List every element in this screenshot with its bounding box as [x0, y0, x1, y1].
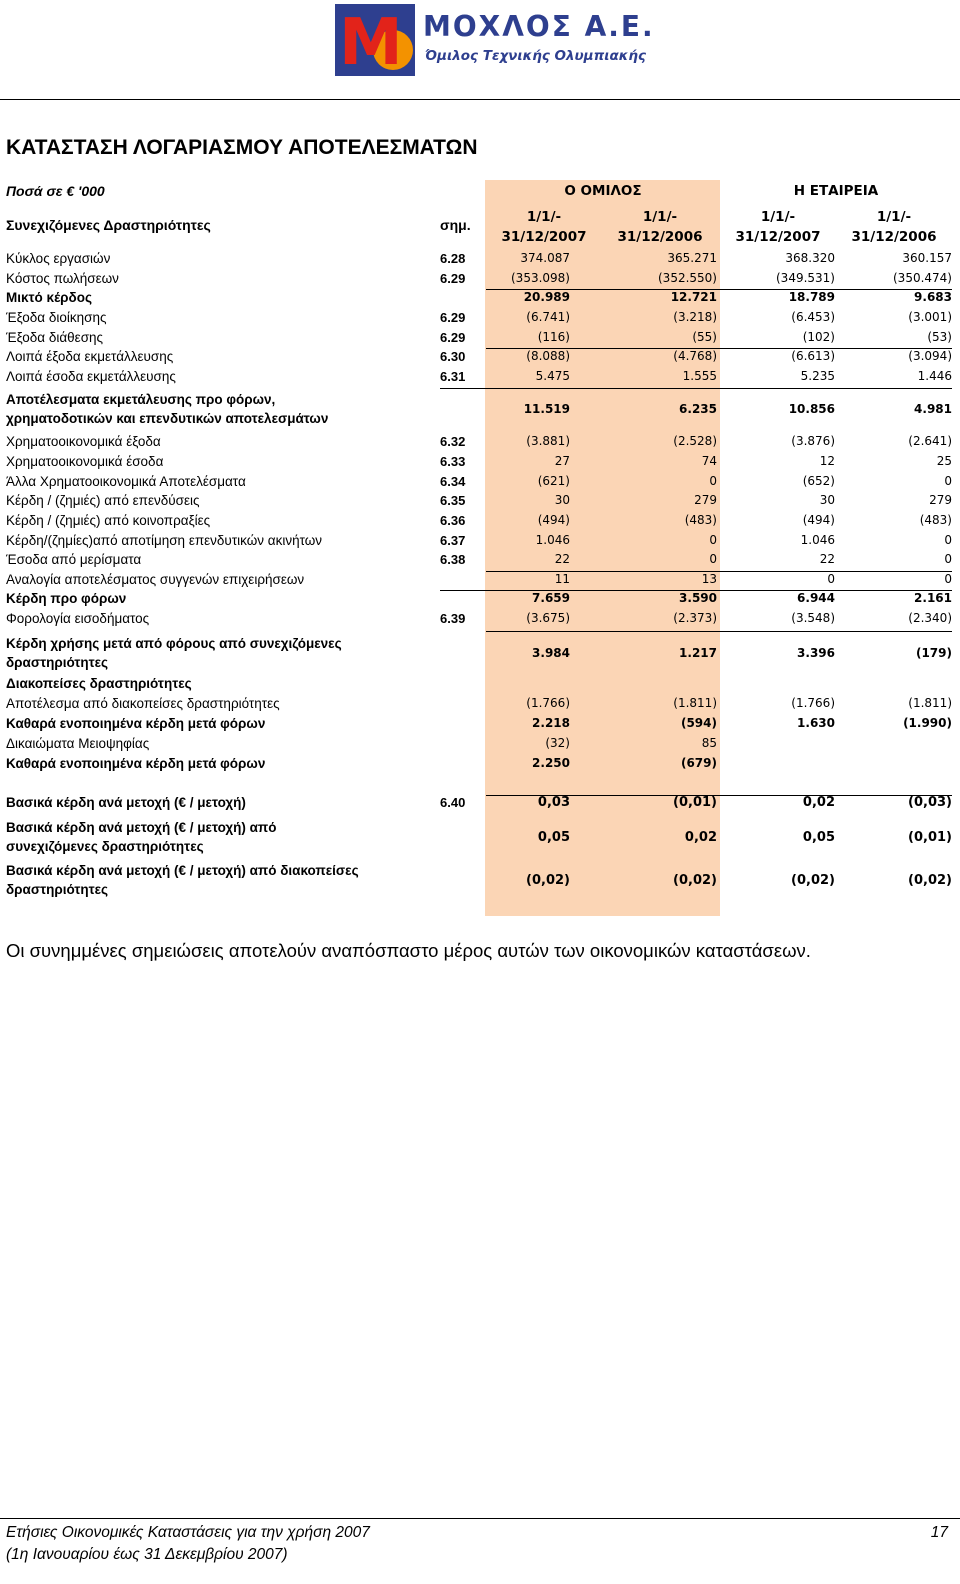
- value-cell: 0: [709, 533, 717, 547]
- value-cell: 85: [701, 736, 717, 750]
- subtotal-rule: [486, 795, 720, 796]
- value-cell: 11: [554, 572, 570, 586]
- header-rule: [0, 99, 960, 100]
- subtotal-rule: [486, 388, 720, 389]
- value-cell: 5.235: [800, 369, 835, 383]
- row-label: Αποτέλεσματα εκμετάλευσης προ φόρων,: [6, 392, 276, 407]
- value-cell: (494): [802, 513, 835, 527]
- row-label: Βασικά κέρδη ανά μετοχή (€ / μετοχή) από διακοπείσες: [6, 863, 359, 878]
- subtotal-rule: [720, 631, 952, 632]
- value-cell: 12.721: [670, 290, 717, 304]
- value-cell: (594): [680, 716, 717, 730]
- row-label-cont: χρηματοδοτικών και επενδυτικών αποτελεσμάτων: [6, 411, 329, 426]
- period-header-line2: 31/12/2006: [851, 229, 937, 245]
- row-note: 6.37: [440, 533, 466, 548]
- company-subtitle: Όμιλος Τεχνικής Ολυμπιακής: [425, 48, 647, 64]
- value-cell: 0,02: [802, 795, 835, 810]
- value-cell: (494): [537, 513, 570, 527]
- value-cell: (349.531): [776, 271, 835, 285]
- value-cell: 30: [554, 493, 570, 507]
- value-cell: (1.766): [526, 696, 570, 710]
- period-header-line1: 1/1/-: [760, 209, 796, 225]
- value-cell: (0,02): [791, 873, 835, 888]
- value-cell: 1.217: [679, 646, 717, 660]
- value-cell: (0,02): [673, 873, 717, 888]
- row-label: Μικτό κέρδος: [6, 290, 92, 305]
- row-note: 6.32: [440, 434, 466, 449]
- footer-rule: [0, 1518, 960, 1519]
- row-label: Κέρδη/(ζημίες)από αποτίμηση επενδυτικών ακινήτων: [6, 533, 323, 548]
- value-cell: (32): [545, 736, 570, 750]
- value-cell: (3.001): [908, 310, 952, 324]
- footer-line-1: Ετήσιες Οικονομικές Καταστάσεις για την χρήση 2007: [6, 1524, 370, 1541]
- group-header: Ο ΟΜΙΛΟΣ: [564, 183, 642, 199]
- value-cell: (55): [692, 330, 717, 344]
- value-cell: (652): [802, 474, 835, 488]
- row-label: Καθαρά ενοποιημένα κέρδη μετά φόρων: [6, 716, 266, 731]
- row-label: Έξοδα διάθεσης: [6, 330, 104, 345]
- row-note: 6.29: [440, 271, 466, 286]
- page-title: ΚΑΤΑΣΤΑΣΗ ΛΟΓΑΡΙΑΣΜΟΥ ΑΠΟΤΕΛΕΣΜΑΤΩΝ: [6, 136, 478, 159]
- value-cell: (3.548): [791, 611, 835, 625]
- value-cell: 2.161: [914, 591, 952, 605]
- value-cell: (116): [537, 330, 570, 344]
- row-note: 6.31: [440, 369, 466, 384]
- row-label: Άλλα Χρηματοοικονομικά Αποτελέσματα: [6, 474, 246, 489]
- row-label-cont: συνεχιζόμενες δραστηριότητες: [6, 839, 204, 854]
- period-header-line1: 1/1/-: [526, 209, 562, 225]
- row-label: Αποτέλεσμα από διακοπείσες δραστηριότητες: [6, 696, 280, 711]
- row-label-cont: δραστηριότητες: [6, 882, 109, 897]
- value-cell: (3.881): [526, 434, 570, 448]
- subtotal-rule: [720, 348, 952, 349]
- logo-letter: M: [339, 6, 403, 76]
- row-label: Λοιπά έξοδα εκμετάλλευσης: [6, 349, 174, 364]
- company-header: Η ΕΤΑΙΡΕΙΑ: [793, 183, 879, 199]
- value-cell: 0: [709, 552, 717, 566]
- value-cell: 74: [701, 454, 717, 468]
- footnote: Οι συνημμένες σημειώσεις αποτελούν αναπόσπαστο μέρος αυτών των οικονομικών καταστάσεων.: [6, 940, 811, 961]
- value-cell: 25: [936, 454, 952, 468]
- value-cell: 27: [554, 454, 570, 468]
- value-cell: (4.768): [673, 349, 717, 363]
- value-cell: 10.856: [788, 402, 835, 416]
- income-statement-table: [0, 180, 960, 916]
- logo-mark-icon: [335, 4, 415, 76]
- subtotal-rule: [486, 590, 720, 591]
- value-cell: 13: [701, 572, 717, 586]
- value-cell: (2.528): [673, 434, 717, 448]
- value-cell: 1.630: [797, 716, 835, 730]
- value-cell: (483): [919, 513, 952, 527]
- row-note: 6.36: [440, 513, 466, 528]
- value-cell: (6.613): [791, 349, 835, 363]
- value-cell: 1.446: [917, 369, 952, 383]
- row-label: Καθαρά ενοποιημένα κέρδη μετά φόρων: [6, 756, 266, 771]
- period-header-line2: 31/12/2007: [735, 229, 821, 245]
- value-cell: 0: [944, 552, 952, 566]
- company-name: ΜΟΧΛΟΣ Α.Ε.: [423, 10, 655, 43]
- value-cell: 365.271: [667, 251, 717, 265]
- value-cell: (53): [927, 330, 952, 344]
- value-cell: (1.766): [791, 696, 835, 710]
- row-label: Λοιπά έσοδα εκμετάλλευσης: [6, 369, 176, 384]
- row-note: 6.40: [440, 795, 466, 810]
- value-cell: (1.990): [903, 716, 952, 730]
- row-note: 6.29: [440, 330, 466, 345]
- note-header: σημ.: [440, 217, 471, 233]
- value-cell: (0,02): [908, 873, 952, 888]
- value-cell: 0: [709, 474, 717, 488]
- value-cell: (6.741): [526, 310, 570, 324]
- value-cell: 7.659: [532, 591, 570, 605]
- row-label: Αναλογία αποτελέσματος συγγενών επιχειρήσεων: [6, 572, 305, 587]
- page-number: 17: [930, 1524, 948, 1541]
- period-header-line2: 31/12/2006: [617, 229, 703, 245]
- value-cell: 3.590: [679, 591, 717, 605]
- value-cell: 368.320: [785, 251, 835, 265]
- value-cell: (2.340): [908, 611, 952, 625]
- value-cell: (0,01): [908, 830, 952, 845]
- currency-label: Ποσά σε € '000: [6, 183, 105, 199]
- value-cell: (350.474): [893, 271, 952, 285]
- row-label: Φορολογία εισοδήματος: [6, 611, 150, 626]
- value-cell: 2.218: [532, 716, 570, 730]
- value-cell: (621): [537, 474, 570, 488]
- row-note: 6.38: [440, 552, 466, 567]
- row-label-cont: δραστηριότητες: [6, 655, 109, 670]
- value-cell: 22: [554, 552, 570, 566]
- subtotal-rule: [720, 795, 952, 796]
- subtotal-rule: [720, 590, 952, 591]
- value-cell: 279: [694, 493, 717, 507]
- value-cell: 11.519: [523, 402, 570, 416]
- row-label: Κόστος πωλήσεων: [6, 271, 119, 286]
- period-header-line1: 1/1/-: [876, 209, 912, 225]
- value-cell: (1.811): [673, 696, 717, 710]
- value-cell: 279: [929, 493, 952, 507]
- company-logo: [335, 4, 655, 76]
- value-cell: 374.087: [520, 251, 570, 265]
- value-cell: 0,03: [537, 795, 570, 810]
- value-cell: 3.396: [797, 646, 835, 660]
- row-label: Χρηματοοικονομικά έξοδα: [6, 434, 161, 449]
- value-cell: (1.811): [908, 696, 952, 710]
- value-cell: 18.789: [788, 290, 835, 304]
- row-label: Έξοδα διοίκησης: [6, 310, 107, 325]
- value-cell: (3.218): [673, 310, 717, 324]
- row-label: Δικαιώματα Μειοψηφίας: [6, 736, 150, 751]
- value-cell: (179): [915, 646, 952, 660]
- row-label: Κέρδη προ φόρων: [6, 591, 127, 606]
- value-cell: (3.876): [791, 434, 835, 448]
- subtotal-rule: [486, 348, 720, 349]
- value-cell: 0: [944, 533, 952, 547]
- value-cell: 22: [819, 552, 835, 566]
- row-label: Κέρδη χρήσης μετά από φόρους από συνεχιζόμενες: [6, 636, 342, 651]
- value-cell: 3.984: [532, 646, 570, 660]
- section-label: Συνεχιζόμενες Δραστηριότητες: [6, 217, 211, 233]
- value-cell: (0,02): [526, 873, 570, 888]
- value-cell: 0,05: [537, 830, 570, 845]
- value-cell: 6.235: [679, 402, 717, 416]
- row-label: Έσοδα από μερίσματα: [6, 552, 142, 567]
- subtotal-rule: [720, 388, 952, 389]
- value-cell: (352.550): [658, 271, 717, 285]
- row-note: 6.34: [440, 474, 466, 489]
- period-header-line1: 1/1/-: [642, 209, 678, 225]
- subtotal-rule: [440, 388, 486, 389]
- value-cell: (8.088): [526, 349, 570, 363]
- row-label: Κέρδη / (ζημιές) από επενδύσεις: [6, 493, 200, 508]
- value-cell: 0,02: [684, 830, 717, 845]
- subtotal-rule: [720, 571, 952, 572]
- row-label: Κύκλος εργασιών: [6, 251, 111, 266]
- value-cell: 0: [944, 474, 952, 488]
- value-cell: (483): [684, 513, 717, 527]
- value-cell: 0: [827, 572, 835, 586]
- subtotal-rule: [486, 631, 720, 632]
- value-cell: 30: [819, 493, 835, 507]
- value-cell: 6.944: [797, 591, 835, 605]
- value-cell: 0: [944, 572, 952, 586]
- value-cell: 4.981: [914, 402, 952, 416]
- value-cell: (3.675): [526, 611, 570, 625]
- value-cell: (0,03): [908, 795, 952, 810]
- value-cell: (6.453): [791, 310, 835, 324]
- subtotal-rule: [486, 571, 720, 572]
- subtotal-rule: [486, 289, 720, 290]
- value-cell: 12: [819, 454, 835, 468]
- value-cell: (102): [802, 330, 835, 344]
- value-cell: 1.555: [682, 369, 717, 383]
- value-cell: 9.683: [914, 290, 952, 304]
- value-cell: (2.373): [673, 611, 717, 625]
- row-label: Βασικά κέρδη ανά μετοχή (€ / μετοχή) από: [6, 820, 277, 835]
- value-cell: (3.094): [908, 349, 952, 363]
- value-cell: 20.989: [523, 290, 570, 304]
- footer-line-2: (1η Ιανουαρίου έως 31 Δεκεμβρίου 2007): [6, 1546, 288, 1563]
- row-label: Βασικά κέρδη ανά μετοχή (€ / μετοχή): [6, 795, 246, 810]
- value-cell: 360.157: [902, 251, 952, 265]
- row-note: 6.33: [440, 454, 466, 469]
- row-note: 6.29: [440, 310, 466, 325]
- value-cell: 1.046: [800, 533, 835, 547]
- row-label: Χρηματοοικονομικά έσοδα: [6, 454, 164, 469]
- row-note: 6.30: [440, 349, 466, 364]
- value-cell: (679): [680, 756, 717, 770]
- value-cell: (0,01): [673, 795, 717, 810]
- value-cell: 0,05: [802, 830, 835, 845]
- row-note: 6.39: [440, 611, 466, 626]
- value-cell: 2.250: [532, 756, 570, 770]
- value-cell: 1.046: [535, 533, 570, 547]
- subtotal-rule: [440, 590, 486, 591]
- value-cell: 5.475: [535, 369, 570, 383]
- row-note: 6.28: [440, 251, 466, 266]
- value-cell: (2.641): [908, 434, 952, 448]
- value-cell: (353.098): [511, 271, 570, 285]
- subtotal-rule: [720, 289, 952, 290]
- period-header-line2: 31/12/2007: [501, 229, 587, 245]
- row-label: Κέρδη / (ζημιές) από κοινοπραξίες: [6, 513, 211, 528]
- row-label: Διακοπείσες δραστηριότητες: [6, 676, 192, 691]
- row-note: 6.35: [440, 493, 466, 508]
